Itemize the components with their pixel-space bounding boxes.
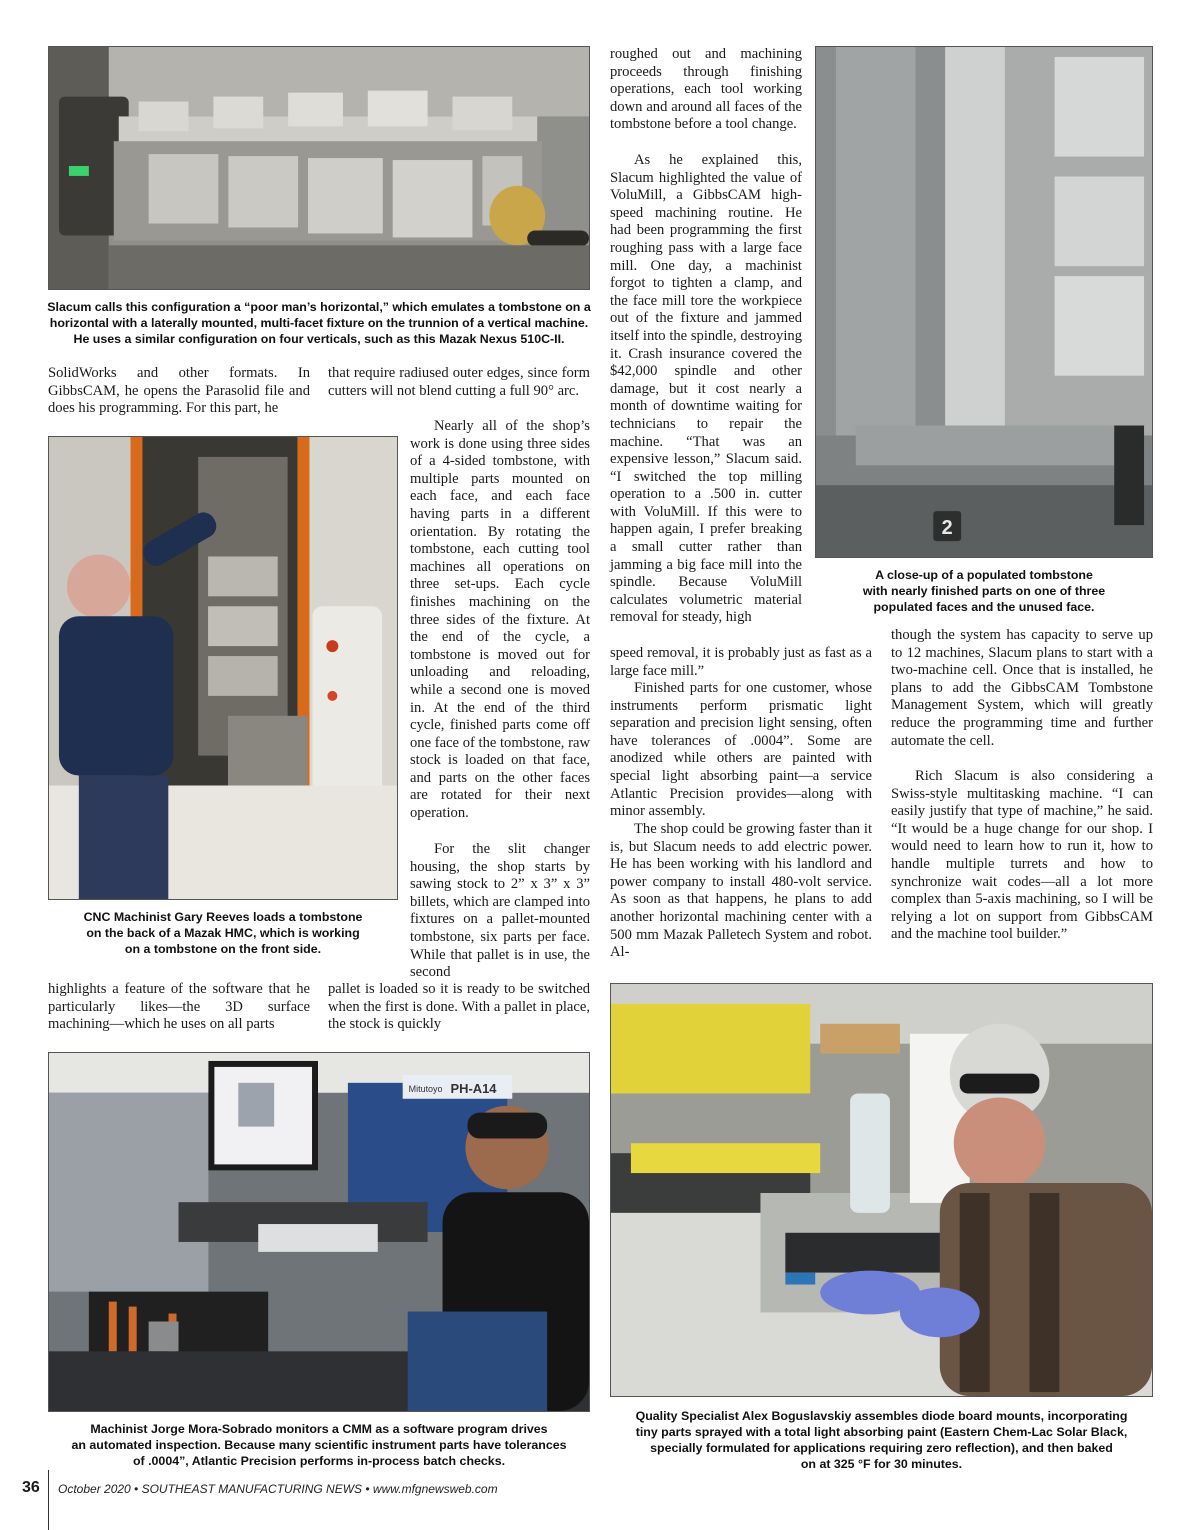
caption-line: an automated inspection. Because many scientific instrument parts have tolerances — [71, 1438, 567, 1452]
footer-divider — [48, 1470, 49, 1530]
caption-cmm — [48, 1421, 590, 1469]
text-col2-bottom: pallet is loaded so it is ready to be switched when the first is done. With a pallet in place, the stock is quickly — [328, 981, 590, 1033]
caption-line: horizontal with a laterally mounted, multi-facet fixture on the trunnion of a vertical machine. — [49, 316, 589, 330]
text-col3-p4: The shop could be growing faster than it is, but Slacum needs to add electric power. He has been working with his landlord and power company to install 480-volt service. As soon as that happens, he plans to add another horizontal machining center with a 500 mm Mazak Palletech System and robot. Al- — [610, 821, 872, 961]
photo-trunnion-fixture — [48, 46, 590, 290]
text-col1-top: SolidWorks and other formats. In GibbsCAM, he opens the Parasolid file and does his programming. For this part, he — [48, 365, 310, 417]
text-col2-slit: For the slit changer housing, the shop starts by sawing stock to 2” x 3” x 3” billets, which are clamped into fixtures on a pallet-mounted tombstone, six parts per face. While that pallet is in use, the second — [410, 841, 590, 981]
caption-machinist-hmc — [48, 909, 398, 957]
caption-line: on a tombstone on the front side. — [124, 942, 322, 956]
caption-line: on the back of a Mazak HMC, which is working — [86, 926, 360, 940]
caption-line: populated faces and the unused face. — [873, 600, 1095, 614]
caption-line: A close-up of a populated tombstone — [875, 568, 1093, 582]
text-col2-top: that require radiused outer edges, since form cutters will not blend cutting a full 90° arc. — [328, 365, 590, 399]
caption-line: Machinist Jorge Mora-Sobrado monitors a CMM as a software program drives — [90, 1422, 548, 1436]
text-col2-main: Nearly all of the shop’s work is done using three sides of a 4-sided tombstone, with multiple parts mounted on each face, and each face having parts in a different orientation. By rotating the tombstone, each cutting tool machines all operations on three set-ups. Each cycle finishes machining on the three sides of the fixture. At the end of the cycle, a tombstone is moved out for unloading and reloading, while a second one is moved in. At the end of the third cycle, finished parts come off one face of the tombstone, raw stock is loaded on that face, and parts on the other faces are rotated for their next operation. — [410, 418, 590, 822]
photo-machinist-hmc — [48, 436, 398, 900]
caption-line: Quality Specialist Alex Boguslavskiy assembles diode board mounts, incorporating — [635, 1409, 1128, 1423]
caption-line: He uses a similar configuration on four verticals, such as this Mazak Nexus 510C-II. — [73, 332, 565, 346]
footer-line: October 2020 • SOUTHEAST MANUFACTURING NEWS • www.mfgnewsweb.com — [58, 1482, 498, 1496]
monitor-brand-label: Mitutoyo — [408, 1083, 443, 1094]
text-col3-p1: roughed out and machining proceeds through finishing operations, each tool working down and around all faces of the tombstone before a tool change. — [610, 46, 802, 133]
caption-line: tiny parts sprayed with a total light absorbing paint (Eastern Chem-Lac Solar Black, — [635, 1425, 1128, 1439]
caption-line: Slacum calls this configuration a “poor man’s horizontal,” which emulates a tombstone on a — [47, 300, 591, 314]
text-col3-p2: As he explained this, Slacum highlighted the value of VoluMill, a GibbsCAM high-speed machining routine. He had been programming the first roughing pass with a large face mill. One day, a machinist forgot to tighten a clamp, and the face mill tore the workpiece out of the fixture and jammed itself into the spindle, destroying it. Crash insurance covered the $42,000 spindle and other damage, but it cost nearly a month of downtime waiting for technicians to repair the machine. “That was an expensive lesson,” Slacum said. “I switched the top milling operation to a .500 in. cutter with VoluMill. If this were to happen again, I prefer breaking a small cutter rather than jamming a big face mill into the spindle. Because VoluMill calculates volumetric material removal for steady, high — [610, 152, 802, 626]
text-col3-p3: Finished parts for one customer, whose instruments perform prismatic light separation and precision light sensing, often have tolerances of .0004”. Some are anodized while others are painted with special light absorbing paint—a service Atlantic Precision provides—along with minor assembly. — [610, 680, 872, 820]
caption-line: specially formulated for applications requiring zero reflection), and then baked — [650, 1441, 1113, 1455]
caption-line: with nearly finished parts on one of three — [862, 584, 1106, 598]
text-col4-p1: though the system has capacity to serve up to 12 machines, Slacum plans to start with a two-machine cell. Once that is installed, he plans to add the GibbsCAM Tombstone Management System, which will greatly reduce the programming time and further automate the cell. — [891, 627, 1153, 749]
photo-quality-specialist — [610, 983, 1153, 1397]
photo-tombstone-closeup — [815, 46, 1153, 558]
caption-trunnion — [40, 299, 598, 347]
text-col1-bottom: highlights a feature of the software that he particularly likes—the 3D surface machining—which he uses on all parts — [48, 981, 310, 1033]
caption-tombstone-closeup — [815, 567, 1153, 615]
page-number: 36 — [22, 1479, 40, 1496]
photo-cmm-operator — [48, 1052, 590, 1412]
face-number-label: 2 — [941, 517, 953, 540]
text-col3-p2-end: speed removal, it is probably just as fast as a large face mill.” — [610, 645, 872, 679]
caption-line: CNC Machinist Gary Reeves loads a tombstone — [83, 910, 363, 924]
text-col4-p2: Rich Slacum is also considering a Swiss-style multitasking machine. “I can easily justify that type of machine,” he said. “It would be a huge change for our shop. I would need to learn how to run it, how to handle multiple turrets and how to synchronize wait codes—all a lot more complex than 5-axis machining, so I will be relying a lot on support from GibbsCAM and the machine tool builder.” — [891, 768, 1153, 943]
caption-line: on at 325 °F for 30 minutes. — [800, 1457, 963, 1471]
caption-line: of .0004”, Atlantic Precision performs in-process batch checks. — [132, 1454, 506, 1468]
caption-quality-specialist — [606, 1408, 1157, 1472]
monitor-model-label: PH-A14 — [450, 1080, 497, 1096]
